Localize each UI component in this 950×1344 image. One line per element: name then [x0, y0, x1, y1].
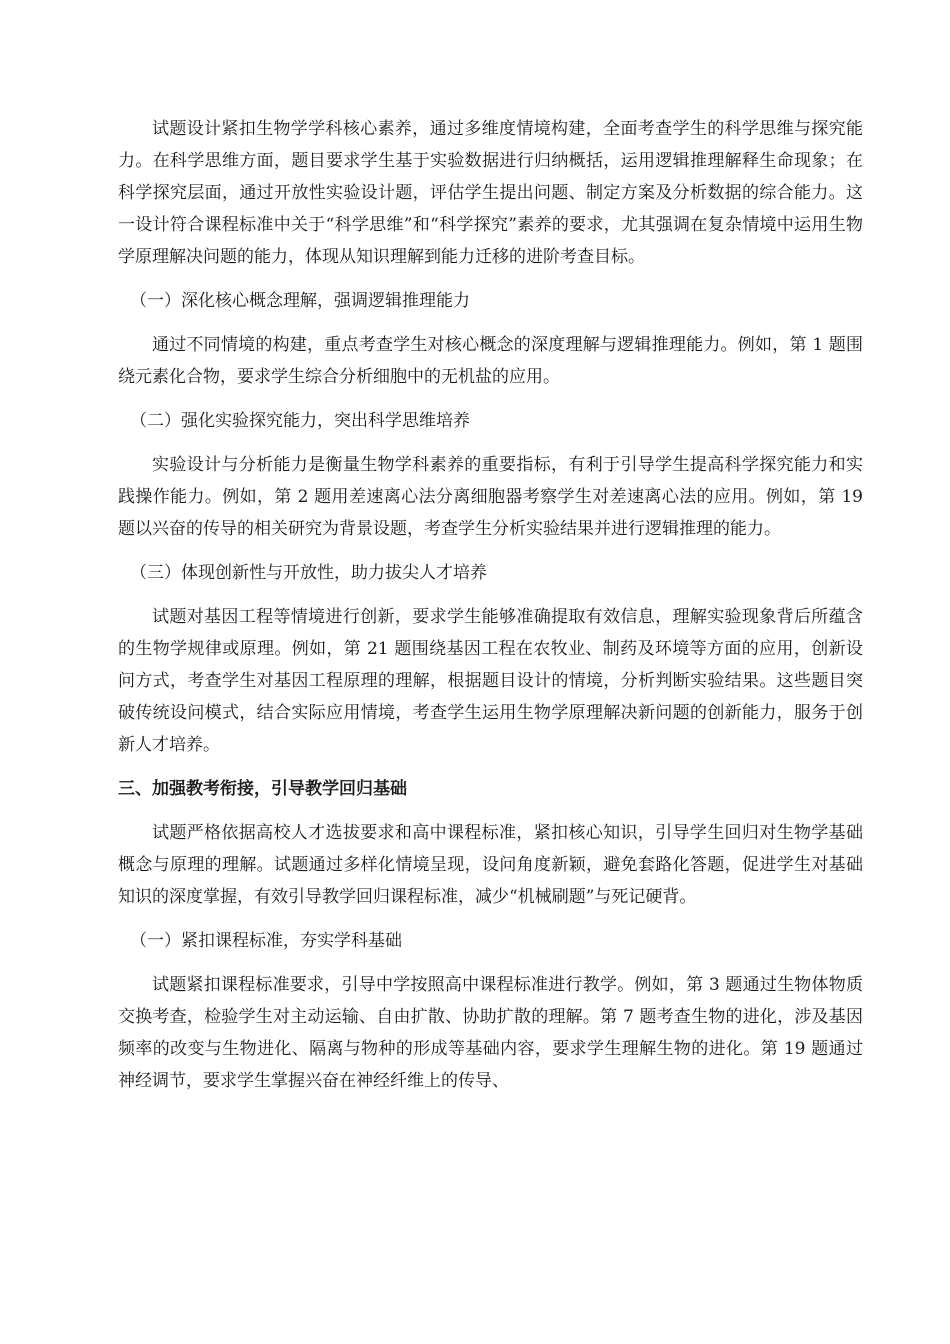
document-body [118, 113, 863, 1097]
paragraph-innovation: 试题对基因工程等情境进行创新，要求学生能够准确提取有效信息，理解实验现象背后所蕴含的生物学规律或原理。例如，第 21 题围绕基因工程在农牧业、制药及环境等方面的应用，创新设问方式，考查学生对基因工程原理的理解，根据题目设计的情境，分析判断实验结果。这些题目突破传统设问模式，结合实际应用情境，考查学生运用生物学原理解决新问题的创新能力，服务于创新人才培养。 [118, 607, 863, 755]
paragraph-core-concepts: 通过不同情境的构建，重点考查学生对核心概念的深度理解与逻辑推理能力。例如，第 1 题围绕元素化合物，要求学生综合分析细胞中的无机盐的应用。 [118, 335, 863, 387]
paragraph-experiment: 实验设计与分析能力是衡量生物学科素养的重要指标，有利于引导学生提高科学探究能力和实践操作能力。例如，第 2 题用差速离心法分离细胞器考察学生对差速离心法的应用。例如，第 19 题以兴奋的传导的相关研究为背景设题，考查学生分析实验结果并进行逻辑推理的能力。 [118, 455, 863, 539]
subheading-curriculum: （一）紧扣课程标准，夯实学科基础 [130, 931, 402, 951]
section-heading-three: 三、加强教考衔接，引导教学回归基础 [118, 779, 407, 799]
subheading-experiment: （二）强化实验探究能力，突出科学思维培养 [130, 411, 470, 431]
paragraph-intro: 试题设计紧扣生物学学科核心素养，通过多维度情境构建，全面考查学生的科学思维与探究能力。在科学思维方面，题目要求学生基于实验数据进行归纳概括，运用逻辑推理解释生命现象；在科学探究层面，通过开放性实验设计题，评估学生提出问题、制定方案及分析数据的综合能力。这一设计符合课程标准中关于“科学思维”和“科学探究”素养的要求，尤其强调在复杂情境中运用生物学原理解决问题的能力，体现从知识理解到能力迁移的进阶考查目标。 [118, 119, 863, 267]
paragraph-teaching: 试题严格依据高校人才选拔要求和高中课程标准，紧扣核心知识，引导学生回归对生物学基础概念与原理的理解。试题通过多样化情境呈现，设问角度新颖，避免套路化答题，促进学生对基础知识的深度掌握，有效引导教学回归课程标准，减少“机械刷题”与死记硬背。 [118, 823, 863, 907]
paragraph-curriculum: 试题紧扣课程标准要求，引导中学按照高中课程标准进行教学。例如，第 3 题通过生物体物质交换考查，检验学生对主动运输、自由扩散、协助扩散的理解。第 7 题考查生物的进化，涉及基因频率的改变与生物进化、隔离与物种的形成等基础内容，要求学生理解生物的进化。第 19 题通过神经调节，要求学生掌握兴奋在神经纤维上的传导、 [118, 975, 863, 1091]
subheading-core-concepts: （一）深化核心概念理解，强调逻辑推理能力 [130, 291, 470, 311]
subheading-innovation: （三）体现创新性与开放性，助力拔尖人才培养 [130, 563, 487, 583]
